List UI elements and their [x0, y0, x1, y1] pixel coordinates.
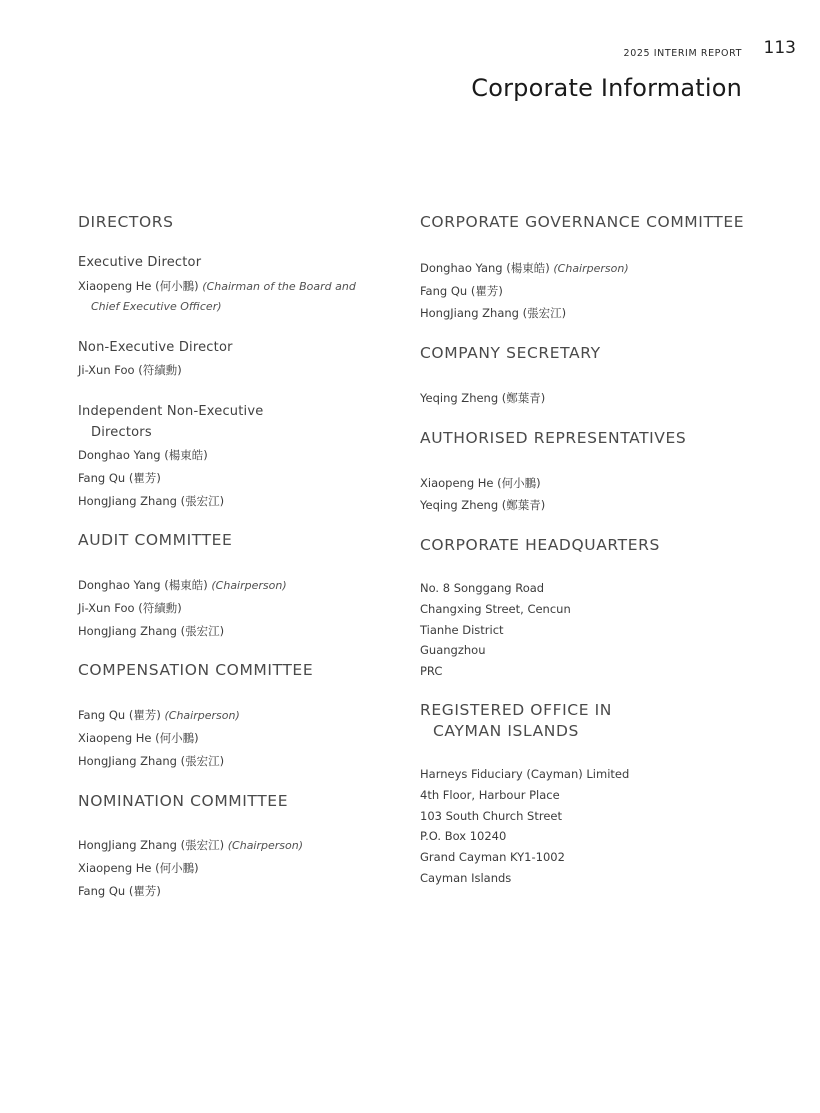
representative-2: Yeqing Zheng (鄭葉青) [420, 498, 546, 512]
audit-line-3: HongJiang Zhang (張宏江) [78, 624, 225, 638]
registered-office-heading-1: REGISTERED OFFICE IN [420, 701, 612, 719]
governance-line-1 [420, 258, 629, 279]
audit-chair-role: (Chairperson) [211, 579, 287, 592]
executive-director-line-1 [78, 276, 356, 297]
executive-director-line-2 [78, 296, 222, 317]
nomination-line-2: Xiaopeng He (何小鵬) [78, 861, 199, 875]
governance-chair-role: (Chairperson) [553, 262, 629, 275]
registered-office-heading-2: CAYMAN ISLANDS [433, 722, 579, 740]
audit-line-2: Ji-Xun Foo (符績勳) [78, 601, 182, 615]
executive-director-role-cont: Chief Executive Officer) [91, 300, 222, 313]
governance-line-3: HongJiang Zhang (張宏江) [420, 306, 567, 320]
executive-director-role: (Chairman of the Board and [202, 280, 356, 293]
company-secretary-heading: COMPANY SECRETARY [420, 344, 601, 362]
nomination-line-3: Fang Qu (瞿芳) [78, 884, 161, 898]
ined-heading-line-2: Directors [91, 425, 152, 440]
nomination-line-1 [78, 835, 303, 856]
compensation-line-1 [78, 705, 240, 726]
compensation-chair-role: (Chairperson) [164, 709, 240, 722]
nomination-chair-role: (Chairperson) [227, 839, 304, 852]
compensation-line-3: HongJiang Zhang (張宏江) [78, 754, 225, 768]
compensation-line-2: Xiaopeng He (何小鵬) [78, 731, 199, 745]
governance-chair-name: Donghao Yang (楊東皓) [420, 261, 550, 275]
executive-director-name: Xiaopeng He (何小鵬) [78, 279, 199, 293]
compensation-committee-heading: COMPENSATION COMMITTEE [78, 661, 314, 679]
company-secretary-name: Yeqing Zheng (鄭葉青) [420, 391, 546, 405]
nomination-committee-heading: NOMINATION COMMITTEE [78, 792, 289, 810]
registered-line-4: P.O. Box 10240 [420, 829, 507, 843]
ined-heading-line-1: Independent Non-Executive [78, 404, 264, 419]
registered-line-2: 4th Floor, Harbour Place [420, 788, 560, 802]
ined-name-3: HongJiang Zhang (張宏江) [78, 494, 225, 508]
audit-chair-name: Donghao Yang (楊東皓) [78, 578, 208, 592]
governance-committee-heading: CORPORATE GOVERNANCE COMMITTEE [420, 213, 745, 231]
registered-line-3: 103 South Church Street [420, 809, 562, 823]
headquarters-line-5: PRC [420, 664, 443, 678]
headquarters-line-3: Tianhe District [420, 623, 504, 637]
headquarters-line-2: Changxing Street, Cencun [420, 602, 571, 616]
nomination-chair-name: HongJiang Zhang (張宏江) [78, 838, 225, 852]
directors-heading: DIRECTORS [78, 213, 174, 231]
audit-committee-heading: AUDIT COMMITTEE [78, 531, 233, 549]
page-title: Corporate Information [471, 74, 742, 102]
authorised-representatives-heading: AUTHORISED REPRESENTATIVES [420, 429, 687, 447]
registered-line-6: Cayman Islands [420, 871, 512, 885]
headquarters-heading: CORPORATE HEADQUARTERS [420, 536, 660, 554]
governance-line-2: Fang Qu (瞿芳) [420, 284, 503, 298]
headquarters-line-4: Guangzhou [420, 643, 486, 657]
ined-name-2: Fang Qu (瞿芳) [78, 471, 161, 485]
representative-1: Xiaopeng He (何小鵬) [420, 476, 541, 490]
ined-name-1: Donghao Yang (楊東皓) [78, 448, 208, 462]
non-executive-director-heading: Non-Executive Director [78, 340, 233, 355]
audit-line-1 [78, 575, 287, 596]
report-label: 2025 INTERIM REPORT [623, 48, 742, 59]
executive-director-heading: Executive Director [78, 255, 202, 270]
registered-line-5: Grand Cayman KY1-1002 [420, 850, 565, 864]
compensation-chair-name: Fang Qu (瞿芳) [78, 708, 161, 722]
non-executive-director-name: Ji-Xun Foo (符績勳) [78, 363, 182, 377]
registered-line-1: Harneys Fiduciary (Cayman) Limited [420, 767, 630, 781]
headquarters-line-1: No. 8 Songgang Road [420, 581, 545, 595]
page-number: 113 [763, 38, 796, 58]
